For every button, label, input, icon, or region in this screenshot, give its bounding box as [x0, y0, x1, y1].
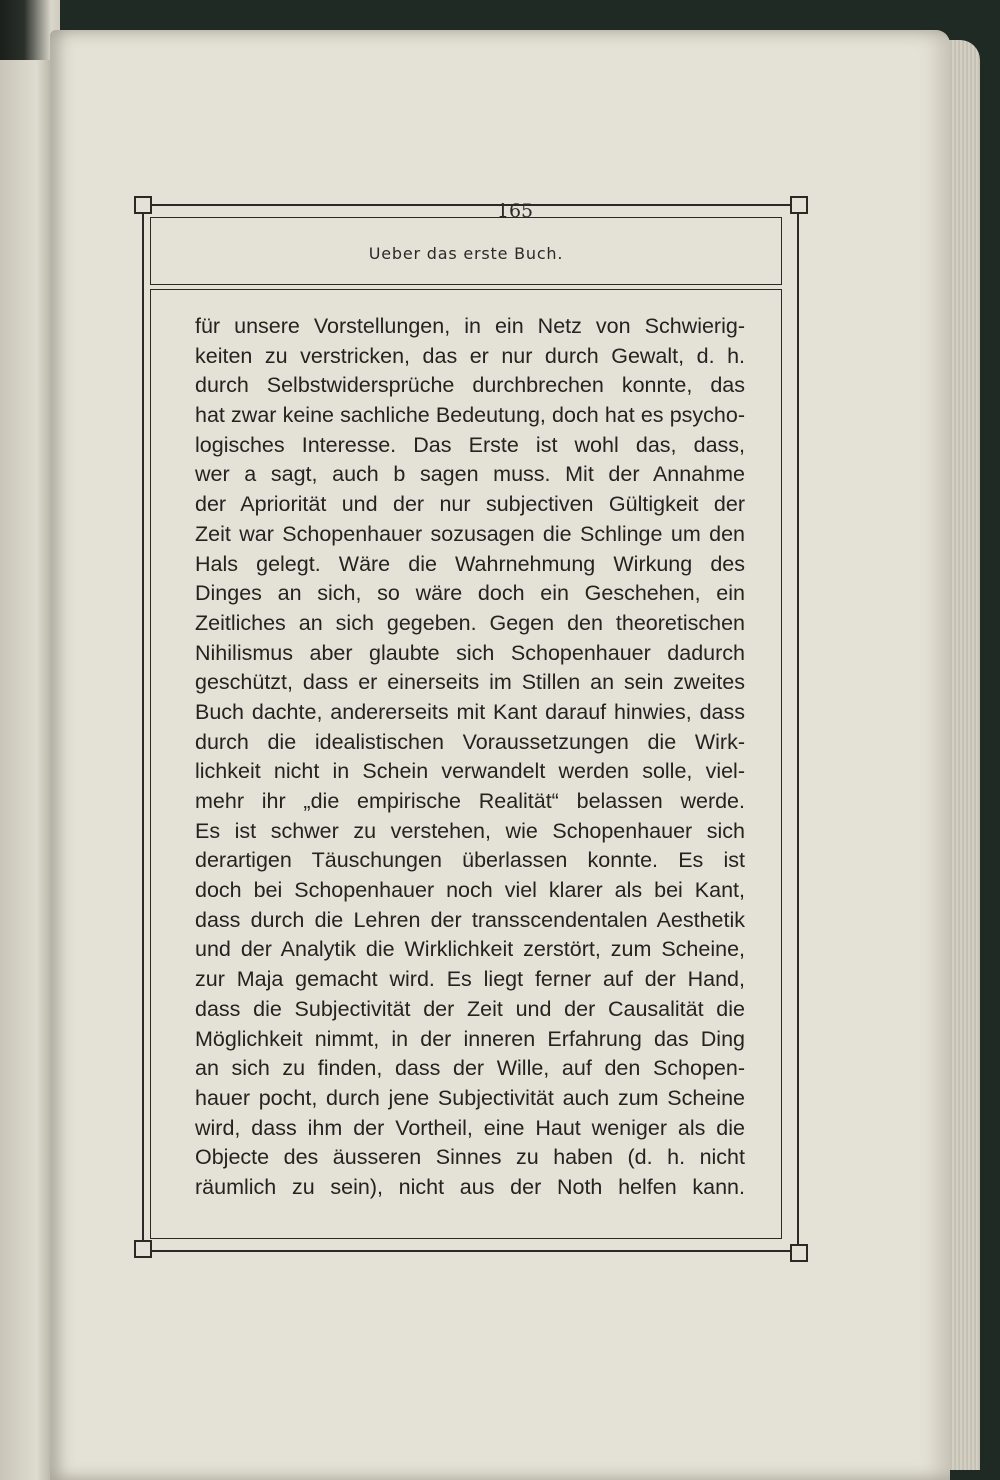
text-line: keiten zu verstricken, das er nur durch Gewalt, d. h.: [195, 343, 745, 368]
text-line: Objecte des äusseren Sinnes zu haben (d. h. nicht: [195, 1145, 745, 1170]
text-line: wer a sagt, auch b sagen muss. Mit der Annahme: [195, 462, 745, 487]
running-head-box: [150, 217, 782, 285]
text-line: Hals gelegt. Wäre die Wahrnehmung Wirkung des: [195, 551, 745, 576]
text-line: dass durch die Lehren der transscendentalen Aesthetik: [195, 907, 745, 932]
outer-frame-left: [142, 204, 144, 1250]
text-line: Dinges an sich, so wäre doch ein Geschehen, ein: [195, 581, 745, 606]
text-line: Buch dachte, andererseits mit Kant darauf hinwies, dass: [195, 699, 745, 724]
text-line: Möglichkeit nimmt, in der inneren Erfahrung das Ding: [195, 1026, 745, 1051]
page-number: 165: [496, 200, 534, 222]
text-line: durch Selbstwidersprüche durchbrechen konnte, das: [195, 373, 745, 398]
text-line: räumlich zu sein), nicht aus der Noth helfen kann.: [195, 1174, 745, 1199]
text-line: dass die Subjectivität der Zeit und der Causalität die: [195, 996, 745, 1021]
text-line: mehr ihr „die empirische Realität“ belassen werde.: [195, 789, 745, 813]
corner-ornament-top-left: [134, 196, 152, 214]
corner-ornament-bottom-left: [134, 1240, 152, 1258]
text-line: Es ist schwer zu verstehen, wie Schopenhauer sich: [195, 818, 745, 843]
text-line: und der Analytik die Wirklichkeit zerstört, zum Scheine,: [195, 937, 745, 962]
text-line: Zeitliches an sich gegeben. Gegen den theoretischen: [195, 610, 745, 635]
text-line: an sich zu finden, dass der Wille, auf den Schopen-: [195, 1056, 745, 1081]
running-head: Ueber das erste Buch.: [368, 244, 564, 263]
left-page-edge: [0, 60, 52, 1480]
text-line: für unsere Vorstellungen, in ein Netz von Schwierig-: [195, 314, 745, 338]
body-text-box: [150, 289, 782, 1239]
text-line: wird, dass ihm der Vortheil, eine Haut weniger als die: [195, 1115, 745, 1140]
text-line: hauer pocht, durch jene Subjectivität auch zum Scheine: [195, 1085, 745, 1110]
corner-ornament-bottom-right: [790, 1244, 808, 1262]
text-line: der Apriorität und der nur subjectiven Gültigkeit der: [195, 492, 745, 517]
text-line: zur Maja gemacht wird. Es liegt ferner auf der Hand,: [195, 967, 745, 992]
text-line: geschützt, dass er einerseits im Stillen an sein zweites: [195, 670, 745, 695]
text-line: logisches Interesse. Das Erste ist wohl das, dass,: [195, 432, 745, 457]
body-text: [195, 312, 745, 1203]
text-line: derartigen Täuschungen überlassen konnte. Es ist: [195, 848, 745, 873]
text-line: durch die idealistischen Voraussetzungen die Wirk-: [195, 729, 745, 754]
text-line: Zeit war Schopenhauer sozusagen die Schlinge um den: [195, 521, 745, 546]
outer-frame-right: [797, 204, 799, 1250]
text-line: hat zwar keine sachliche Bedeutung, doch hat es psycho-: [195, 403, 745, 428]
text-line: doch bei Schopenhauer noch viel klarer als bei Kant,: [195, 878, 745, 903]
text-line: lichkeit nicht in Schein verwandelt werden solle, viel-: [195, 759, 745, 784]
corner-ornament-top-right: [790, 196, 808, 214]
text-line: Nihilismus aber glaubte sich Schopenhauer dadurch: [195, 640, 745, 665]
